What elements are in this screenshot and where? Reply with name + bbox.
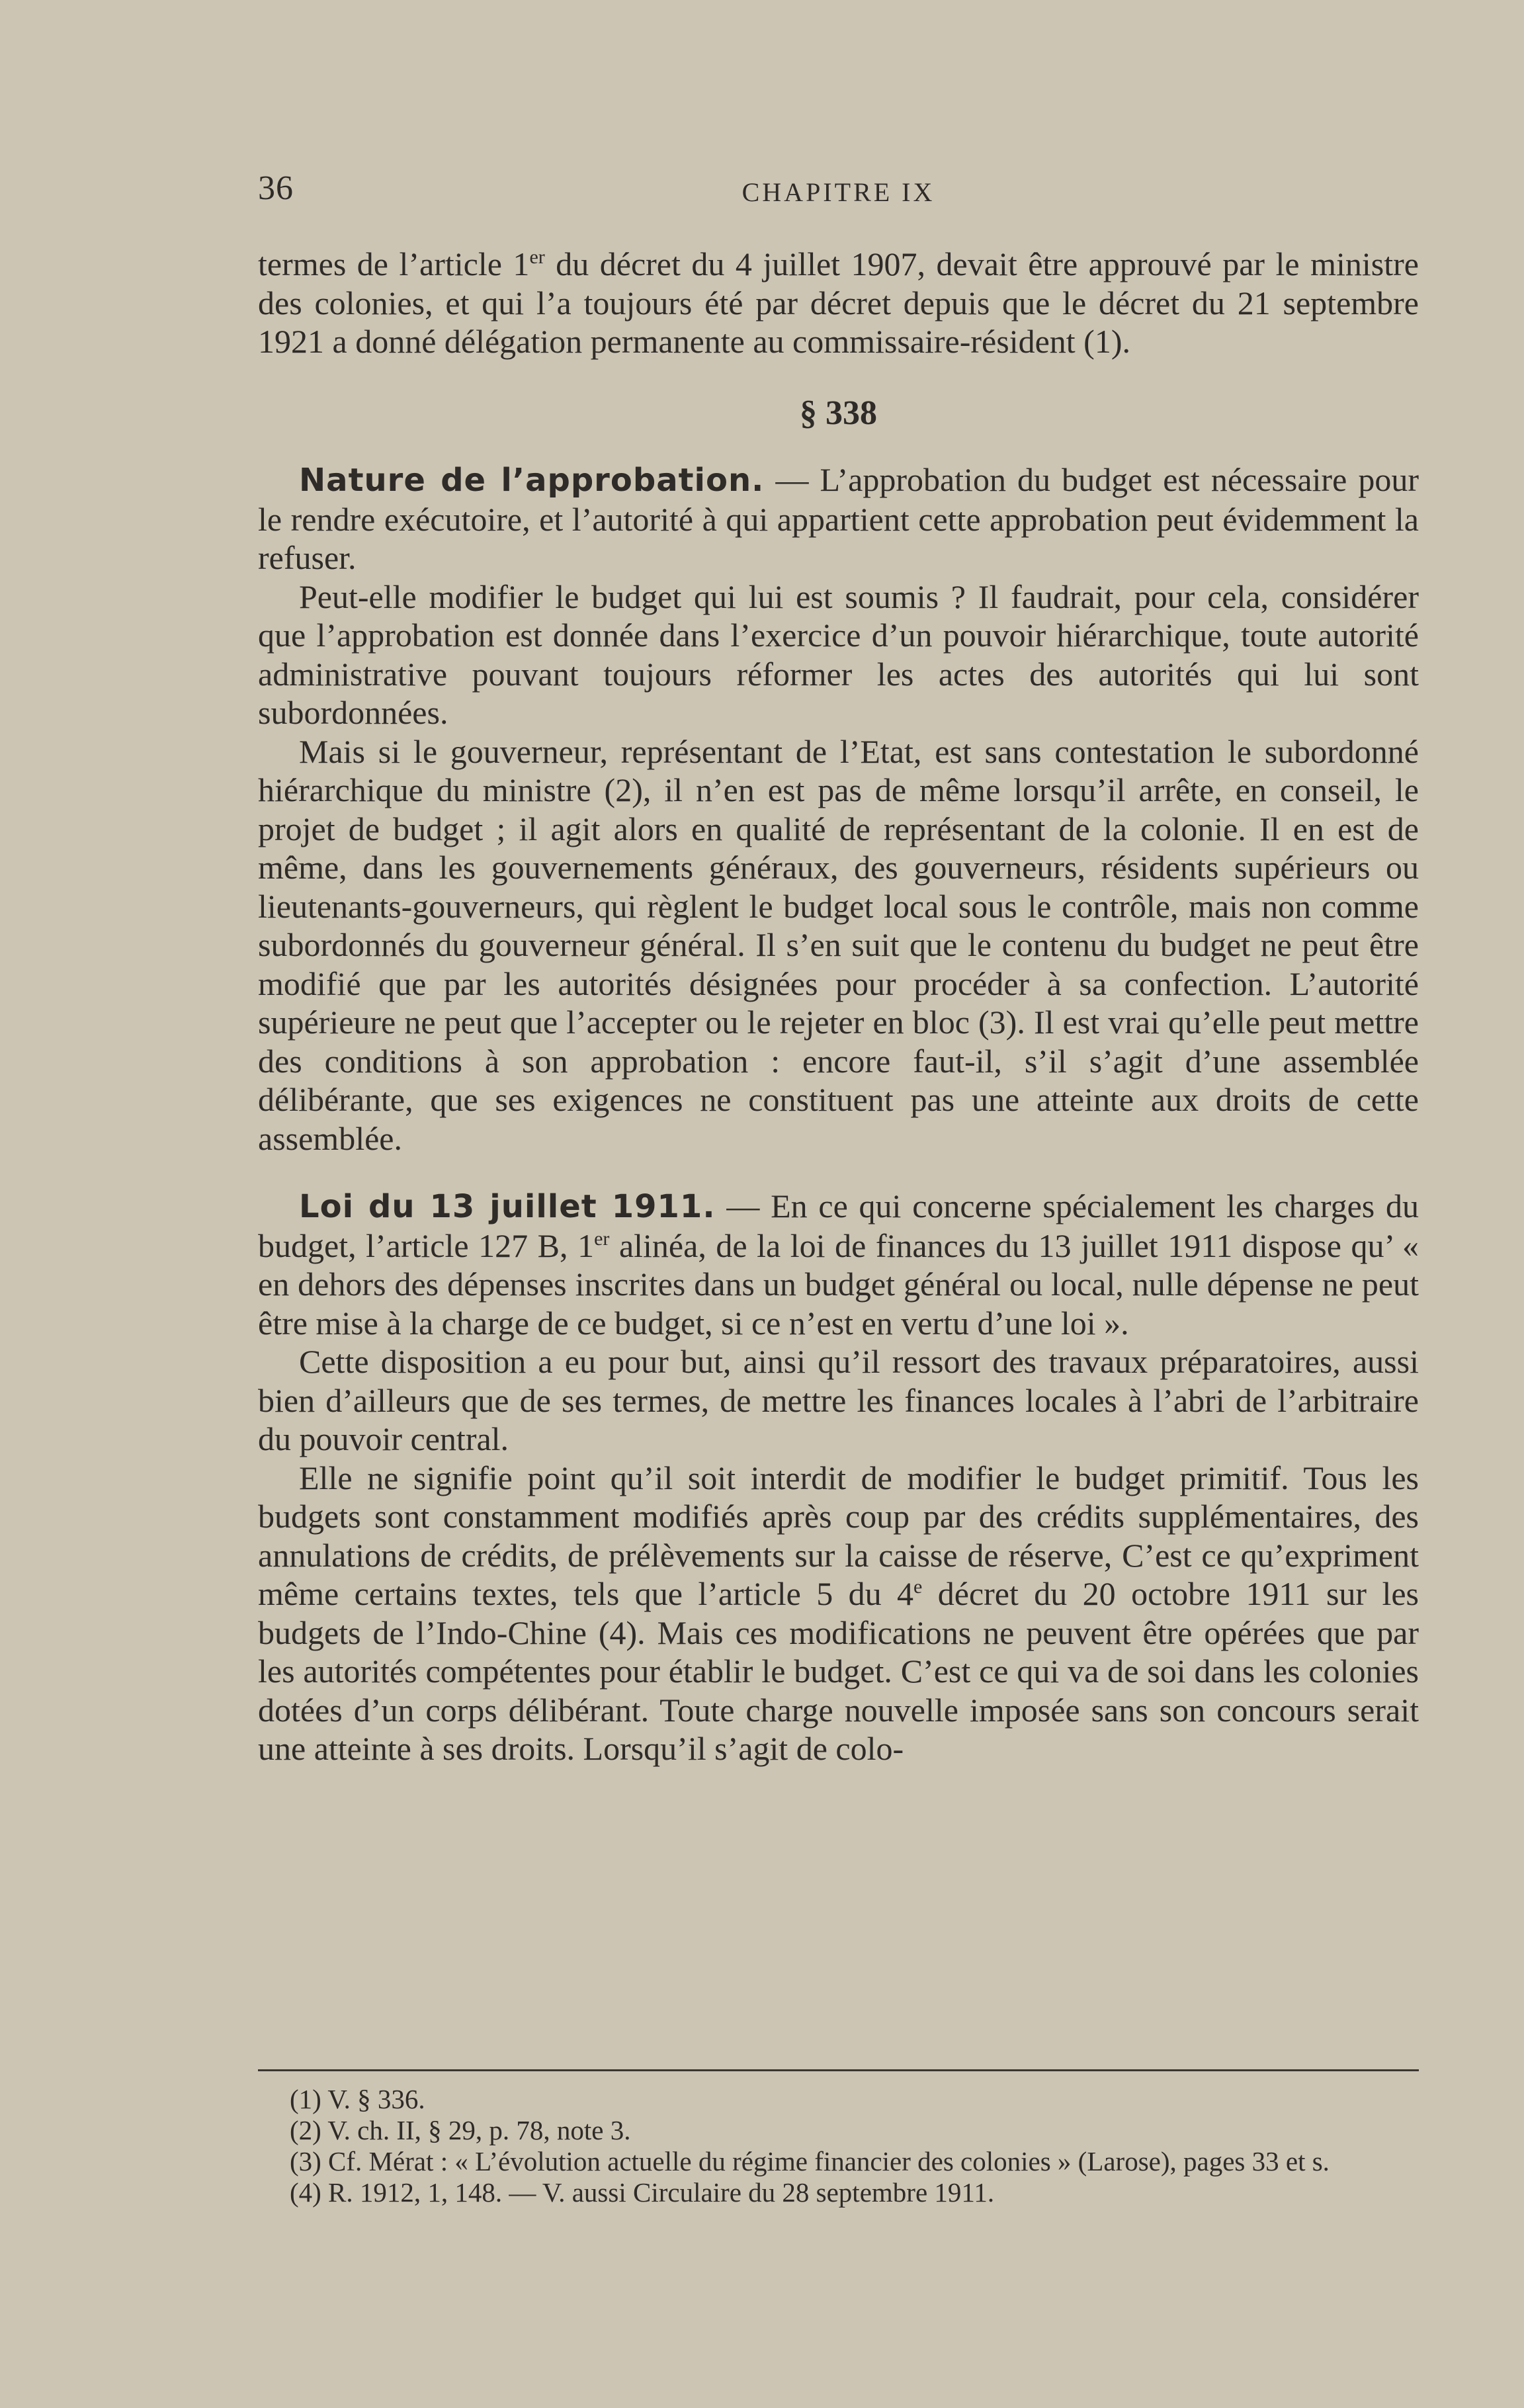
footnotes xyxy=(258,2084,1419,2208)
body-text xyxy=(258,245,1419,1768)
section-heading: § 338 xyxy=(800,394,877,432)
paragraph: Mais si le gouverneur, représentant de l’Etat, est sans contestation le subordonné hiérarchique du ministre (2), il n’en est pas de même lorsqu’il arrête, en conseil, le projet de budget ; il agit alors en qualité de représentant de la colonie. Il en est de même, dans les gouvernements généraux, des gouverneurs, résidents supérieurs ou lieutenants-gouverneurs, qui règlent le budget local sous le contrôle, mais non comme subordonnés du gouverneur général. Il s’en suit que le contenu du budget ne peut être modifié que par les autorités désignées pour procéder à sa confection. L’autorité supérieure ne peut que l’accepter ou le rejeter en bloc (3). Il est vrai qu’elle peut mettre des conditions à son approbation : encore faut-il, s’il s’agit d’une assemblée délibérante, que ses exigences ne constituent pas une atteinte aux droits de cette assemblée. xyxy=(258,732,1419,1157)
footnote: (4) R. 1912, 1, 148. — V. aussi Circulaire du 28 septembre 1911. xyxy=(290,2177,995,2208)
page-number: 36 xyxy=(258,169,294,207)
paragraph: Peut-elle modifier le budget qui lui est soumis ? Il faudrait, pour cela, considérer que l’approbation est donnée dans l’exercice d’un pouvoir hiérarchique, toute autorité administrative pouvant toujours réformer les actes des autorités qui lui sont subordonnées. xyxy=(258,578,1419,731)
running-head: CHAPITRE IX xyxy=(741,177,935,207)
paragraph: Cette disposition a eu pour but, ainsi qu’il ressort des travaux préparatoires, aussi bien d’ailleurs que de ses termes, de mettre les finances locales à l’abri de l’arbitraire du pouvoir central. xyxy=(258,1343,1419,1457)
footnote: (3) Cf. Mérat : « L’évolution actuelle du régime financier des colonies » (Larose), pages 33 et s. xyxy=(290,2146,1330,2176)
run-in-heading: Nature de l’approbation. xyxy=(299,462,765,499)
paragraph-continuation: termes de l’article 1er du décret du 4 juillet 1907, devait être approuvé par le ministre des colonies, et qui l’a toujours été par décret depuis que le décret du 21 septembre 1921 a donné délégation permanente au commissaire-résident (1). xyxy=(258,245,1419,360)
footnote-divider xyxy=(258,2069,1419,2071)
paragraph-loi: Loi du 13 juillet 1911. — En ce qui concerne spécialement les charges du budget, l’article 127 B, 1er alinéa, de la loi de finances du 13 juillet 1911 dispose qu’ « en dehors des dépenses inscrites dans un budget général ou local, nulle dépense ne peut être mise à la charge de ce budget, si ce n’est en vertu d’une loi ». xyxy=(258,1187,1419,1342)
page-header xyxy=(258,169,1419,208)
footnote: (2) V. ch. II, § 29, p. 78, note 3. xyxy=(290,2115,631,2145)
paragraph: Elle ne signifie point qu’il soit interdit de modifier le budget primitif. Tous les budgets sont constamment modifiés après coup par des crédits supplémentaires, des annulations de crédits, de prélèvements sur la caisse de réserve, C’est ce qu’expriment même certains textes, tels que l’article 5 du 4e décret du 20 octobre 1911 sur les budgets de l’Indo-Chine (4). Mais ces modifications ne peuvent être opérées que par les autorités compétentes pour établir le budget. C’est ce qui va de soi dans les colonies dotées d’un corps délibérant. Toute charge nouvelle imposée sans son concours serait une atteinte à ses droits. Lorsqu’il s’agit de colo- xyxy=(258,1459,1419,1767)
paragraph-nature: Nature de l’approbation. — L’approbation du budget est nécessaire pour le rendre exécutoire, et l’autorité à qui appartient cette approbation peut évidemment la refuser. xyxy=(258,461,1419,576)
footnote: (1) V. § 336. xyxy=(290,2084,425,2114)
run-in-heading: Loi du 13 juillet 1911. xyxy=(299,1188,716,1225)
